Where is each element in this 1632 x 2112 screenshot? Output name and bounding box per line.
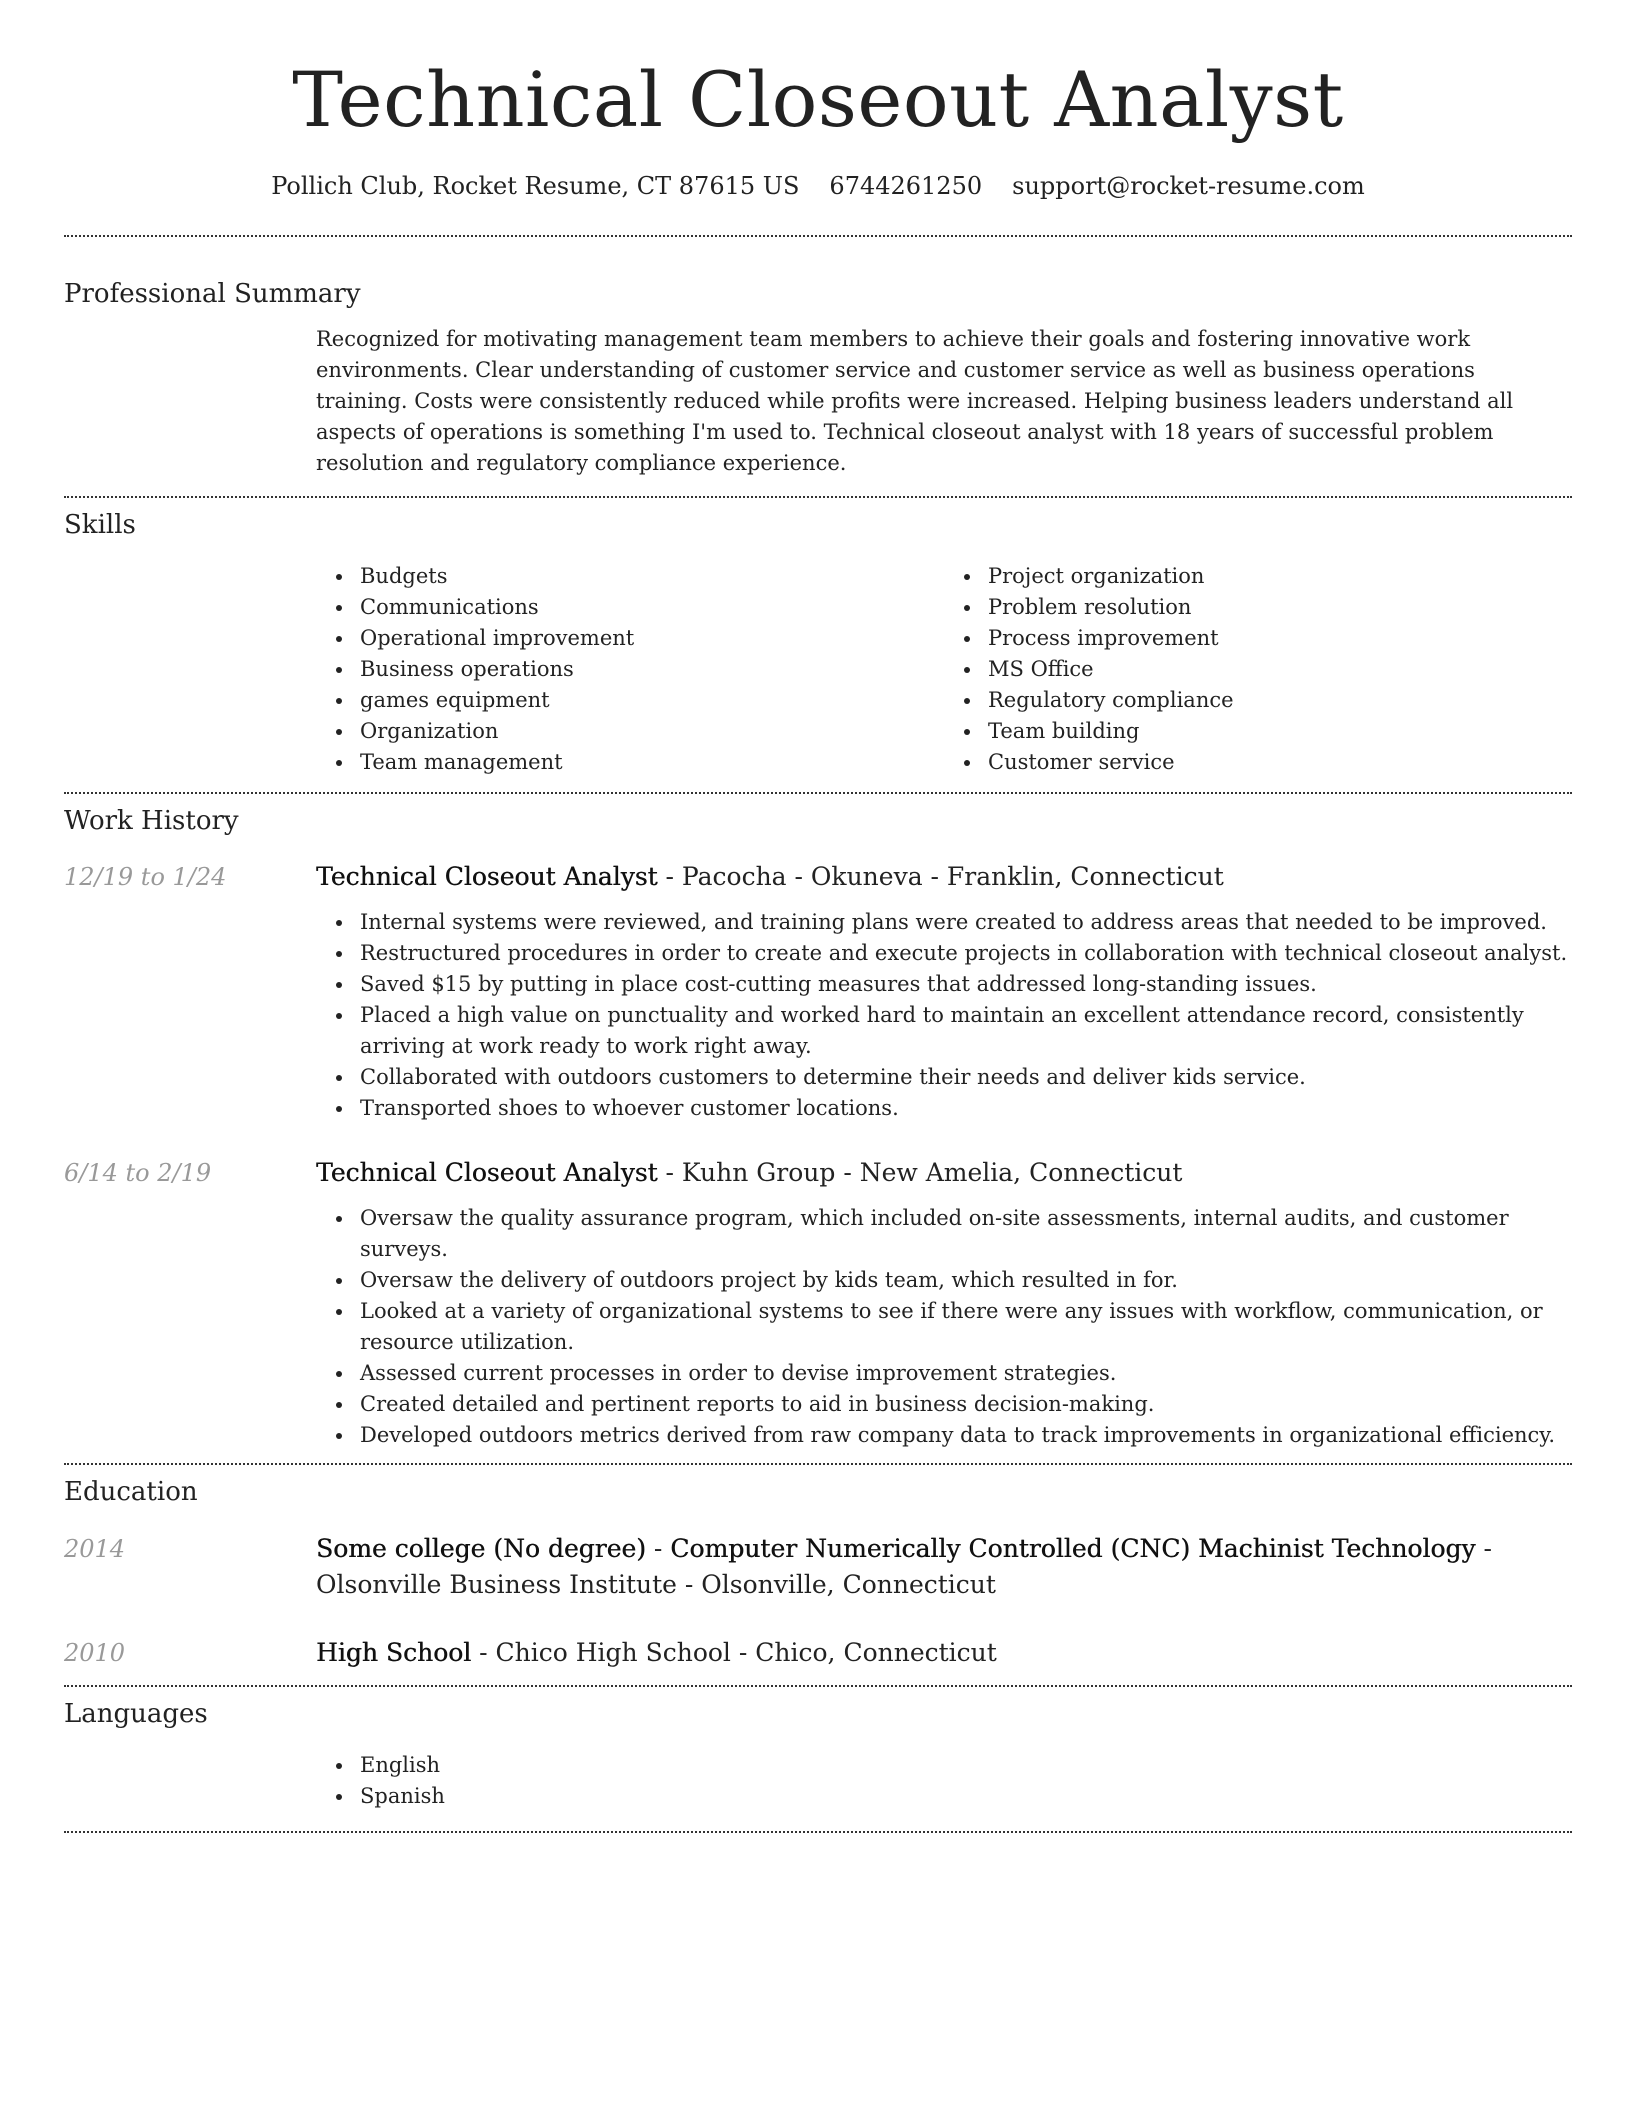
summary-text: Recognized for motivating management team members to achieve their goals and fostering innovative work environments. Clear understanding of customer service and customer service as well as business operations training. Costs were consistently reduced while profits were increased. Helping business leaders understand all aspects of operations is something I'm used to. Technical closeout analyst with 18 years of successful problem resolution and regulatory compliance experience.: [316, 327, 1514, 475]
skill-item: games equipment: [360, 685, 944, 716]
job-bullets: [316, 1203, 1572, 1451]
job-bullets: [316, 907, 1572, 1124]
contact-email[interactable]: support@rocket-resume.com: [1012, 172, 1365, 200]
education-school: - Chico High School - Chico, Connecticut: [471, 1638, 997, 1667]
job-bullet: Assessed current processes in order to devise improvement strategies.: [360, 1358, 1572, 1389]
job-title: [316, 859, 1572, 895]
job-bullet: Transported shoes to whoever customer locations.: [360, 1093, 1572, 1124]
languages-section: [64, 1687, 1572, 1812]
contact-address: Pollich Club, Rocket Resume, CT 87615 US: [271, 172, 800, 200]
education-title: [316, 1635, 1572, 1671]
education-entry: [64, 1635, 1572, 1671]
summary-section: [64, 237, 1572, 479]
job-bullet: Saved $15 by putting in place cost-cutting measures that addressed long-standing issues.: [360, 969, 1572, 1000]
skill-item: Process improvement: [988, 623, 1572, 654]
education-date: 2010: [64, 1639, 126, 1667]
contact-line: [64, 170, 1572, 202]
skills-list-right: [944, 561, 1572, 778]
skill-item: Team building: [988, 716, 1572, 747]
job-bullet: Oversaw the quality assurance program, which included on-site assessments, internal audits, and customer surveys.: [360, 1203, 1572, 1265]
skill-item: Budgets: [360, 561, 944, 592]
skills-section: [64, 498, 1572, 778]
work-section: [64, 794, 1572, 1451]
divider: [64, 1831, 1572, 1833]
education-heading: Education: [64, 1477, 198, 1507]
skill-item: Project organization: [988, 561, 1572, 592]
job-bullet: Oversaw the delivery of outdoors project by kids team, which resulted in for.: [360, 1265, 1572, 1296]
job-bullet: Restructured procedures in order to create and execute projects in collaboration with technical closeout analyst.: [360, 938, 1572, 969]
education-date: 2014: [64, 1535, 126, 1563]
skills-heading: Skills: [64, 510, 136, 540]
job-company: - Pacocha - Okuneva - Franklin, Connecticut: [657, 862, 1224, 891]
job-role: Technical Closeout Analyst: [316, 862, 658, 891]
candidate-name: Technical Closeout Analyst: [292, 55, 1344, 144]
resume-header: [64, 0, 1572, 202]
skill-item: Regulatory compliance: [988, 685, 1572, 716]
language-item: Spanish: [360, 1781, 1572, 1812]
job-title: [316, 1155, 1572, 1191]
languages-heading: Languages: [64, 1699, 208, 1729]
education-degree: High School: [316, 1638, 472, 1667]
job-role: Technical Closeout Analyst: [316, 1158, 658, 1187]
skill-item: Communications: [360, 592, 944, 623]
job-bullet: Looked at a variety of organizational systems to see if there were any issues with workflow, communication, or resource utilization.: [360, 1296, 1572, 1358]
education-field: Computer Numerically Controlled (CNC) Machinist Technology: [670, 1534, 1476, 1563]
education-school: - Olsonville Business Institute - Olsonville, Connecticut: [316, 1534, 1492, 1599]
contact-phone: 6744261250: [829, 172, 983, 200]
skill-item: Customer service: [988, 747, 1572, 778]
education-title: Some college (No degree) - Computer Numerically Controlled (CNC) Machinist Technology - Olsonville Business Institute - Olsonville, Connecticut: [316, 1534, 1492, 1599]
skill-item: MS Office: [988, 654, 1572, 685]
job-date: 12/19 to 1/24: [64, 863, 227, 891]
job-date: 6/14 to 2/19: [64, 1159, 212, 1187]
skill-item: Operational improvement: [360, 623, 944, 654]
language-item: English: [360, 1750, 1572, 1781]
job-entry: [64, 859, 1572, 1124]
job-bullet: Created detailed and pertinent reports to aid in business decision-making.: [360, 1389, 1572, 1420]
education-entry: [64, 1531, 1572, 1603]
job-bullet: Internal systems were reviewed, and training plans were created to address areas that needed to be improved.: [360, 907, 1572, 938]
skills-list-left: [316, 561, 944, 778]
summary-heading: Professional Summary: [64, 279, 361, 309]
education-degree: Some college (No degree): [316, 1534, 646, 1563]
skill-item: Organization: [360, 716, 944, 747]
skill-item: Team management: [360, 747, 944, 778]
education-section: [64, 1465, 1572, 1671]
job-entry: [64, 1155, 1572, 1451]
job-company: - Kuhn Group - New Amelia, Connecticut: [657, 1158, 1183, 1187]
languages-list: [316, 1750, 1572, 1812]
job-bullet: Collaborated with outdoors customers to determine their needs and deliver kids service.: [360, 1062, 1572, 1093]
job-bullet: Developed outdoors metrics derived from raw company data to track improvements in organizational efficiency.: [360, 1420, 1572, 1451]
skill-item: Problem resolution: [988, 592, 1572, 623]
job-bullet: Placed a high value on punctuality and worked hard to maintain an excellent attendance record, consistently arriving at work ready to work right away.: [360, 1000, 1572, 1062]
work-heading: Work History: [64, 806, 239, 836]
resume-page: [64, 0, 1572, 1833]
skill-item: Business operations: [360, 654, 944, 685]
